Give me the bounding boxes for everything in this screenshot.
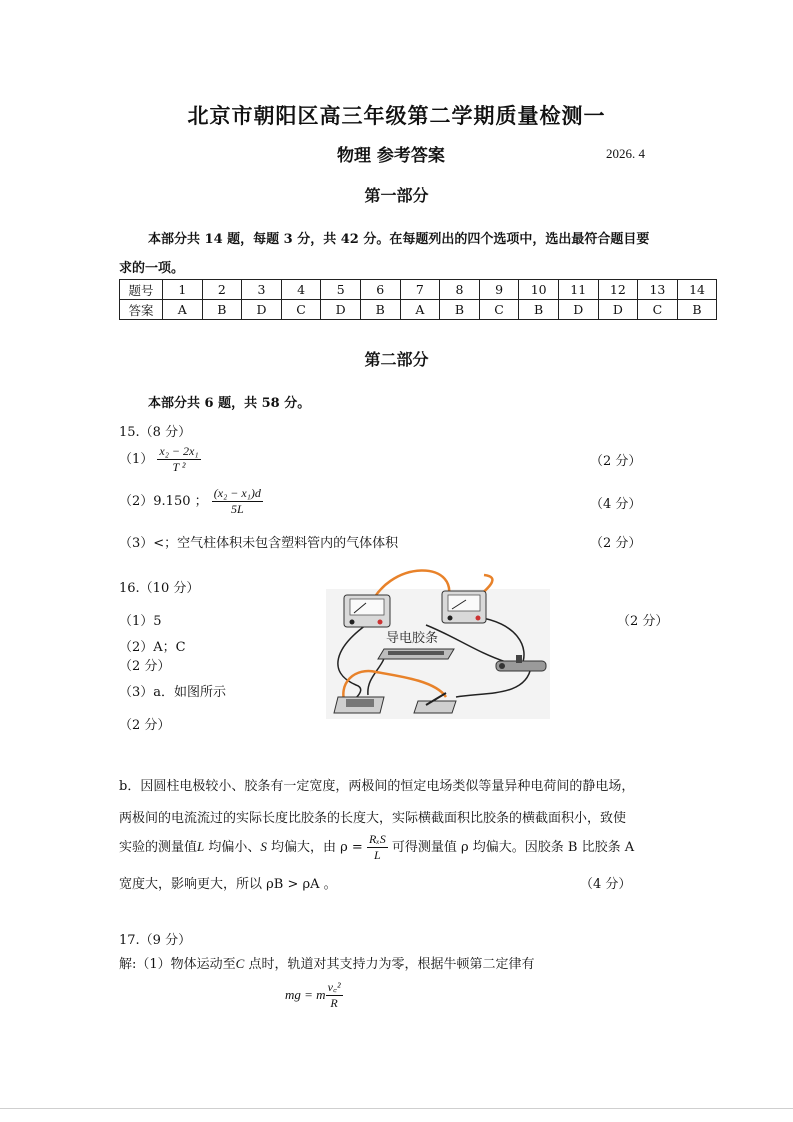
q17-line1-part2: 点时，轨道对其支持力为零，根据牛顿第二定律有 bbox=[244, 957, 535, 972]
question-number: 6 bbox=[360, 280, 400, 300]
answer-cell: A bbox=[400, 300, 440, 320]
q16-b-denominator: L bbox=[374, 848, 381, 862]
q17-line1 bbox=[119, 953, 534, 972]
question-number: 3 bbox=[242, 280, 282, 300]
q15-label: 15.（8 分） bbox=[119, 425, 192, 440]
q16-item3-score: （2 分） bbox=[119, 718, 171, 733]
q15-item1-denominator: T ² bbox=[172, 460, 186, 474]
q15-item3-score: （2 分） bbox=[590, 536, 642, 551]
q16-b-score: （4 分） bbox=[580, 877, 632, 892]
answer-cell: C bbox=[638, 300, 678, 320]
q16-b-line3-part2: 均偏小、 bbox=[204, 840, 261, 855]
row-label-question: 题号 bbox=[120, 280, 163, 300]
page-subtitle: 物理 参考答案 bbox=[337, 146, 445, 166]
q17-symbol-C: C bbox=[235, 956, 245, 971]
q16-item1-score: （2 分） bbox=[617, 614, 669, 629]
q15-item1-numerator: x₂ − 2x₁ bbox=[159, 444, 199, 458]
q15-item1 bbox=[119, 444, 201, 475]
q15-item1-prefix: （1） bbox=[119, 452, 154, 467]
question-number: 10 bbox=[519, 280, 559, 300]
q15-item1-score: （2 分） bbox=[590, 454, 642, 469]
q16-b-line4: 宽度大，影响更大，所以 ρB > ρA 。 bbox=[119, 877, 337, 892]
question-number: 12 bbox=[598, 280, 638, 300]
q15-item2-denominator: 5L bbox=[230, 502, 244, 516]
q16-b-numerator: RₓS bbox=[368, 832, 386, 846]
part1-intro-line2: 求的一项。 bbox=[119, 261, 185, 276]
question-number: 7 bbox=[400, 280, 440, 300]
question-number-row bbox=[120, 280, 717, 300]
q17-equation bbox=[285, 980, 343, 1011]
question-number: 2 bbox=[202, 280, 242, 300]
answer-cell: A bbox=[163, 300, 203, 320]
part2-intro: 本部分共 6 题，共 58 分。 bbox=[148, 396, 311, 411]
q16-b-line2: 两极间的电流流过的实际长度比胶条的长度大，实际横截面积比胶条的横截面积小，致使 bbox=[119, 811, 627, 826]
answer-cell: C bbox=[479, 300, 519, 320]
answer-cell: D bbox=[558, 300, 598, 320]
answer-cell: D bbox=[242, 300, 282, 320]
exam-date: 2026. 4 bbox=[606, 146, 645, 161]
q16-item3: （3）a．如图所示 bbox=[119, 685, 227, 700]
q17-eq-fraction bbox=[326, 980, 343, 1011]
q15-item2-numerator: (x₂ − x₁)d bbox=[213, 486, 261, 500]
answer-cell: B bbox=[360, 300, 400, 320]
question-number: 4 bbox=[281, 280, 321, 300]
part1-intro-line1: 本部分共 14 题，每题 3 分，共 42 分。在每题列出的四个选项中，选出最符合题目要 bbox=[148, 232, 650, 247]
q16-b-line3-part1: 实验的测量值 bbox=[119, 840, 198, 855]
question-number: 1 bbox=[163, 280, 203, 300]
q17-eq-denominator: R bbox=[330, 996, 338, 1010]
answer-cell: D bbox=[598, 300, 638, 320]
q16-item2-score: （2 分） bbox=[119, 659, 171, 674]
conductive-strip bbox=[378, 649, 454, 659]
q16-b-symbol-L: L bbox=[197, 839, 205, 854]
ammeter bbox=[442, 591, 486, 623]
q16-item2: （2）A；C bbox=[119, 640, 186, 655]
answer-table bbox=[119, 279, 717, 320]
question-number: 9 bbox=[479, 280, 519, 300]
circuit-figure bbox=[326, 567, 550, 721]
answer-cell: B bbox=[202, 300, 242, 320]
part2-heading: 第二部分 bbox=[364, 350, 429, 369]
page-bottom-rule bbox=[0, 1108, 793, 1109]
q17-line1-part1: 解:（1）物体运动至 bbox=[119, 957, 236, 972]
question-number: 8 bbox=[440, 280, 480, 300]
answer-row bbox=[120, 300, 717, 320]
answer-cell: B bbox=[440, 300, 480, 320]
q16-item1: （1）5 bbox=[119, 614, 162, 629]
q16-b-line3 bbox=[119, 832, 634, 863]
page-title: 北京市朝阳区高三年级第二学期质量检测一 bbox=[187, 103, 606, 128]
battery-box bbox=[334, 697, 384, 713]
q17-eq-numerator: v꜀² bbox=[327, 980, 341, 994]
q16-b-line3-part3: 均偏大，由 ρ = bbox=[266, 840, 367, 855]
q16-b-fraction bbox=[367, 832, 388, 863]
question-number: 14 bbox=[677, 280, 717, 300]
q16-b-line3-part4: 可得测量值 ρ 均偏大。因胶条 B 比胶条 A bbox=[387, 840, 635, 855]
q15-item2-prefix: （2）9.150 ； bbox=[119, 494, 208, 509]
q15-item1-fraction bbox=[157, 444, 200, 475]
figure-label: 导电胶条 bbox=[386, 631, 439, 646]
q15-item3: （3）<；空气柱体积未包含塑料管内的气体体积 bbox=[119, 536, 399, 551]
q15-item2-score: （4 分） bbox=[590, 497, 642, 512]
answer-cell: B bbox=[677, 300, 717, 320]
q16-b-line1: b．因圆柱电极较小、胶条有一定宽度，两极间的恒定电场类似等量异种电荷间的静电场， bbox=[119, 779, 635, 794]
question-number: 13 bbox=[638, 280, 678, 300]
q15-item2 bbox=[119, 486, 263, 517]
q17-label: 17.（9 分） bbox=[119, 933, 192, 948]
answer-cell: D bbox=[321, 300, 361, 320]
row-label-answer: 答案 bbox=[120, 300, 163, 320]
voltmeter bbox=[344, 595, 390, 627]
answer-cell: C bbox=[281, 300, 321, 320]
q16-b-symbol-S: S bbox=[260, 839, 267, 854]
question-number: 5 bbox=[321, 280, 361, 300]
q17-eq-left: mg = m bbox=[285, 987, 326, 1002]
answer-cell: B bbox=[519, 300, 559, 320]
question-number: 11 bbox=[558, 280, 598, 300]
q15-item2-fraction bbox=[212, 486, 263, 517]
part1-heading: 第一部分 bbox=[364, 186, 429, 205]
q16-label: 16.（10 分） bbox=[119, 581, 200, 596]
